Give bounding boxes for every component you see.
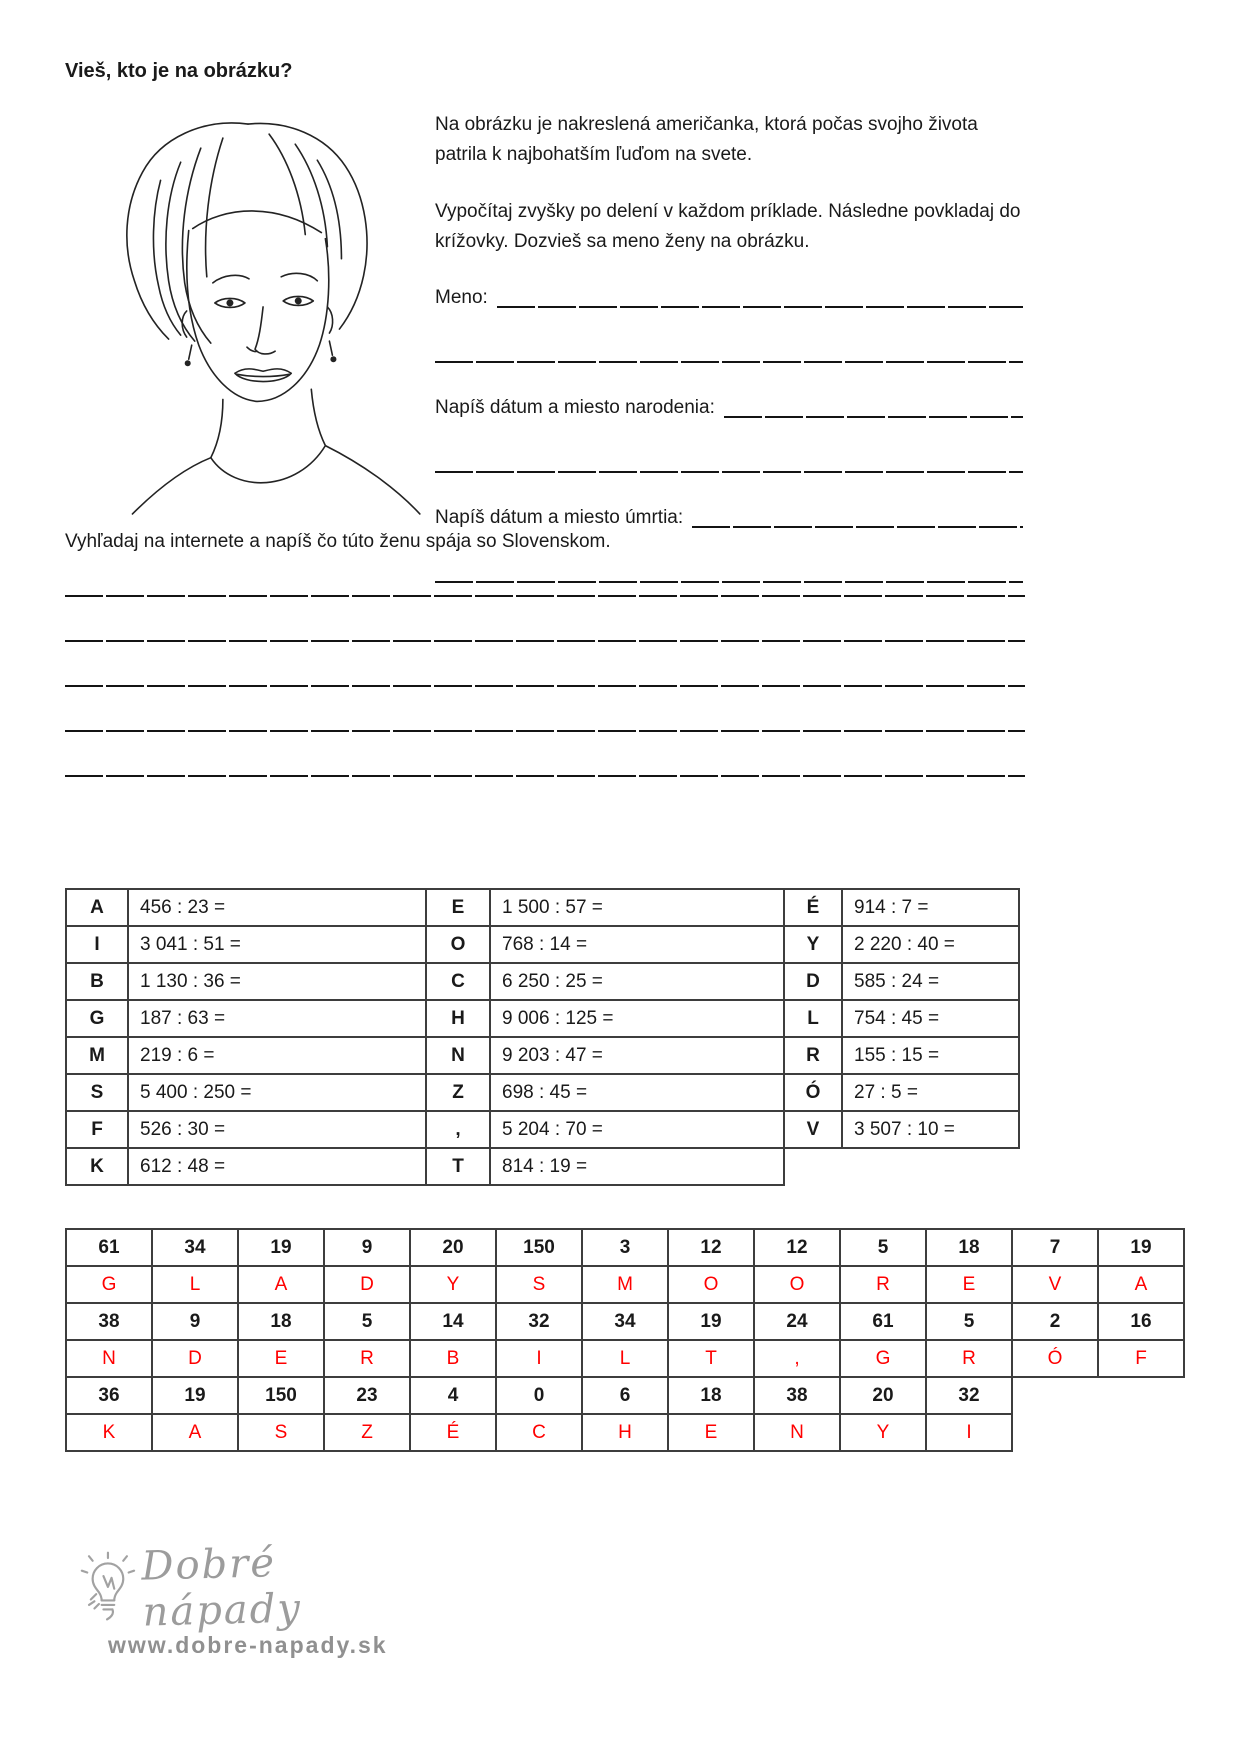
intro-paragraph-2: Vypočítaj zvyšky po delení v každom príklade. Následne povkladaj do krížovky. Dozvieš sa meno ženy na obrázku. bbox=[435, 201, 1021, 252]
grid-answer-letter: N bbox=[754, 1414, 840, 1451]
division-row bbox=[784, 889, 1019, 926]
division-problem: 2 220 : 40 = bbox=[842, 926, 1019, 963]
division-row bbox=[426, 1111, 784, 1148]
internet-search-prompt: Vyhľadaj na internete a napíš čo túto ženu spája so Slovenskom. bbox=[65, 531, 611, 552]
name-write-line bbox=[497, 306, 1023, 308]
grid-number-cell: 38 bbox=[754, 1377, 840, 1414]
grid-number-cell: 14 bbox=[410, 1303, 496, 1340]
division-problem: 814 : 19 = bbox=[490, 1148, 784, 1185]
division-problem: 1 130 : 36 = bbox=[128, 963, 426, 1000]
division-problem: 768 : 14 = bbox=[490, 926, 784, 963]
division-row bbox=[426, 1037, 784, 1074]
grid-answer-letter: F bbox=[1098, 1340, 1184, 1377]
grid-answer-letter: E bbox=[668, 1414, 754, 1451]
write-line bbox=[435, 581, 1023, 583]
grid-number-cell: 24 bbox=[754, 1303, 840, 1340]
death-label: Napíš dátum a miesto úmrtia: bbox=[435, 507, 684, 528]
grid-answer-letter: H bbox=[582, 1414, 668, 1451]
cipher-letter: N bbox=[426, 1037, 490, 1074]
grid-number-cell: 5 bbox=[840, 1229, 926, 1266]
answer-grid-block-2 bbox=[65, 1302, 1185, 1378]
grid-number-cell: 34 bbox=[582, 1303, 668, 1340]
division-problem: 219 : 6 = bbox=[128, 1037, 426, 1074]
write-lines bbox=[65, 595, 1025, 820]
grid-answer-letter: D bbox=[324, 1266, 410, 1303]
division-row bbox=[784, 1000, 1019, 1037]
grid-answer-letter: Z bbox=[324, 1414, 410, 1451]
division-row bbox=[66, 926, 426, 963]
lightbulb-icon bbox=[80, 1549, 136, 1623]
division-row bbox=[784, 963, 1019, 1000]
grid-answer-letter: V bbox=[1012, 1266, 1098, 1303]
grid-answer-letter: B bbox=[410, 1340, 496, 1377]
write-line bbox=[65, 685, 1025, 687]
division-problem: 612 : 48 = bbox=[128, 1148, 426, 1185]
division-problem: 187 : 63 = bbox=[128, 1000, 426, 1037]
division-row bbox=[784, 1037, 1019, 1074]
grid-answer-letter: C bbox=[496, 1414, 582, 1451]
division-row bbox=[784, 926, 1019, 963]
cipher-letter: A bbox=[66, 889, 128, 926]
grid-answer-letter: E bbox=[238, 1340, 324, 1377]
cipher-letter: H bbox=[426, 1000, 490, 1037]
division-problem: 3 041 : 51 = bbox=[128, 926, 426, 963]
name-field-row bbox=[435, 282, 1023, 312]
grid-number-cell: 6 bbox=[582, 1377, 668, 1414]
grid-answer-letter: K bbox=[66, 1414, 152, 1451]
grid-answer-letter: Ó bbox=[1012, 1340, 1098, 1377]
division-row bbox=[426, 963, 784, 1000]
birth-field-row bbox=[435, 392, 1023, 422]
division-problem: 5 204 : 70 = bbox=[490, 1111, 784, 1148]
grid-letter-row bbox=[66, 1266, 1184, 1303]
grid-answer-letter: R bbox=[324, 1340, 410, 1377]
grid-number-cell: 38 bbox=[66, 1303, 152, 1340]
intro-paragraph-1: Na obrázku je nakreslená američanka, ktorá počas svojho života patrila k najbohatším ľuďom na svete. bbox=[435, 114, 978, 165]
grid-answer-letter: O bbox=[668, 1266, 754, 1303]
division-row bbox=[66, 1037, 426, 1074]
grid-answer-letter: A bbox=[152, 1414, 238, 1451]
division-row bbox=[66, 1074, 426, 1111]
woman-portrait-illustration bbox=[72, 110, 424, 522]
name-continuation-row bbox=[435, 337, 1023, 367]
grid-number-cell: 9 bbox=[152, 1303, 238, 1340]
cipher-letter: V bbox=[784, 1111, 842, 1148]
birth-label: Napíš dátum a miesto narodenia: bbox=[435, 397, 715, 418]
cipher-letter: G bbox=[66, 1000, 128, 1037]
division-problem: 754 : 45 = bbox=[842, 1000, 1019, 1037]
grid-number-cell: 16 bbox=[1098, 1303, 1184, 1340]
cipher-letter: O bbox=[426, 926, 490, 963]
division-row bbox=[784, 1074, 1019, 1111]
grid-answer-letter: Y bbox=[840, 1414, 926, 1451]
cipher-letter: C bbox=[426, 963, 490, 1000]
birth-write-line bbox=[724, 416, 1023, 418]
write-line bbox=[435, 361, 1023, 363]
cipher-letter: L bbox=[784, 1000, 842, 1037]
grid-number-cell: 12 bbox=[668, 1229, 754, 1266]
grid-answer-letter: R bbox=[840, 1266, 926, 1303]
death-continuation-row bbox=[435, 557, 1023, 587]
grid-answer-letter: I bbox=[926, 1414, 1012, 1451]
grid-number-row bbox=[66, 1229, 1184, 1266]
logo bbox=[80, 1540, 420, 1659]
division-problem: 3 507 : 10 = bbox=[842, 1111, 1019, 1148]
write-line bbox=[65, 595, 1025, 597]
grid-answer-letter: N bbox=[66, 1340, 152, 1377]
logo-row bbox=[80, 1540, 420, 1636]
answer-grid-block-1 bbox=[65, 1228, 1185, 1304]
answer-grid bbox=[65, 1228, 1185, 1452]
grid-number-cell: 5 bbox=[926, 1303, 1012, 1340]
grid-number-cell: 34 bbox=[152, 1229, 238, 1266]
grid-number-cell: 4 bbox=[410, 1377, 496, 1414]
division-problem: 526 : 30 = bbox=[128, 1111, 426, 1148]
grid-number-cell: 23 bbox=[324, 1377, 410, 1414]
grid-number-cell: 7 bbox=[1012, 1229, 1098, 1266]
cipher-letter: F bbox=[66, 1111, 128, 1148]
intro-column bbox=[435, 110, 1023, 587]
division-table-group-2 bbox=[425, 888, 785, 1186]
grid-number-cell: 5 bbox=[324, 1303, 410, 1340]
cipher-letter: É bbox=[784, 889, 842, 926]
write-line bbox=[435, 471, 1023, 473]
division-row bbox=[66, 1000, 426, 1037]
cipher-letter: R bbox=[784, 1037, 842, 1074]
division-table bbox=[65, 888, 1020, 1186]
grid-answer-letter: O bbox=[754, 1266, 840, 1303]
grid-answer-letter: S bbox=[238, 1414, 324, 1451]
division-row bbox=[66, 963, 426, 1000]
division-table-group-3 bbox=[783, 888, 1020, 1149]
division-problem: 6 250 : 25 = bbox=[490, 963, 784, 1000]
grid-answer-letter: S bbox=[496, 1266, 582, 1303]
division-row bbox=[426, 1148, 784, 1185]
grid-answer-letter: L bbox=[152, 1266, 238, 1303]
grid-number-cell: 19 bbox=[238, 1229, 324, 1266]
grid-number-cell: 18 bbox=[668, 1377, 754, 1414]
grid-number-cell: 9 bbox=[324, 1229, 410, 1266]
grid-number-cell: 3 bbox=[582, 1229, 668, 1266]
grid-letter-row bbox=[66, 1414, 1012, 1451]
grid-answer-letter: G bbox=[66, 1266, 152, 1303]
logo-wordmark: Dobré nápady bbox=[140, 1540, 303, 1636]
grid-answer-letter: L bbox=[582, 1340, 668, 1377]
birth-continuation-row bbox=[435, 447, 1023, 477]
division-row bbox=[66, 1148, 426, 1185]
grid-number-cell: 150 bbox=[496, 1229, 582, 1266]
division-problem: 27 : 5 = bbox=[842, 1074, 1019, 1111]
grid-number-cell: 36 bbox=[66, 1377, 152, 1414]
division-problem: 698 : 45 = bbox=[490, 1074, 784, 1111]
division-table-group-1 bbox=[65, 888, 427, 1186]
grid-number-cell: 12 bbox=[754, 1229, 840, 1266]
write-line bbox=[65, 730, 1025, 732]
cipher-letter: , bbox=[426, 1111, 490, 1148]
grid-number-cell: 19 bbox=[668, 1303, 754, 1340]
grid-answer-letter: , bbox=[754, 1340, 840, 1377]
cipher-letter: Z bbox=[426, 1074, 490, 1111]
grid-number-cell: 20 bbox=[840, 1377, 926, 1414]
grid-number-cell: 150 bbox=[238, 1377, 324, 1414]
grid-answer-letter: E bbox=[926, 1266, 1012, 1303]
cipher-letter: Ó bbox=[784, 1074, 842, 1111]
grid-answer-letter: M bbox=[582, 1266, 668, 1303]
grid-letter-row bbox=[66, 1340, 1184, 1377]
cipher-letter: D bbox=[784, 963, 842, 1000]
death-write-line bbox=[692, 526, 1023, 528]
grid-answer-letter: R bbox=[926, 1340, 1012, 1377]
cipher-letter: B bbox=[66, 963, 128, 1000]
grid-number-cell: 18 bbox=[238, 1303, 324, 1340]
division-problem: 9 006 : 125 = bbox=[490, 1000, 784, 1037]
division-row bbox=[66, 889, 426, 926]
grid-answer-letter: É bbox=[410, 1414, 496, 1451]
division-problem: 155 : 15 = bbox=[842, 1037, 1019, 1074]
division-problem: 5 400 : 250 = bbox=[128, 1074, 426, 1111]
write-line bbox=[65, 775, 1025, 777]
grid-number-cell: 32 bbox=[496, 1303, 582, 1340]
grid-number-cell: 19 bbox=[1098, 1229, 1184, 1266]
write-line bbox=[65, 640, 1025, 642]
death-field-row bbox=[435, 502, 1023, 532]
cipher-letter: E bbox=[426, 889, 490, 926]
grid-number-cell: 61 bbox=[66, 1229, 152, 1266]
division-problem: 585 : 24 = bbox=[842, 963, 1019, 1000]
division-row bbox=[66, 1111, 426, 1148]
cipher-letter: K bbox=[66, 1148, 128, 1185]
grid-answer-letter: I bbox=[496, 1340, 582, 1377]
answer-grid-block-3 bbox=[65, 1376, 1013, 1452]
grid-answer-letter: T bbox=[668, 1340, 754, 1377]
grid-number-cell: 19 bbox=[152, 1377, 238, 1414]
name-label: Meno: bbox=[435, 287, 488, 308]
grid-answer-letter: A bbox=[1098, 1266, 1184, 1303]
cipher-letter: I bbox=[66, 926, 128, 963]
division-row bbox=[426, 1074, 784, 1111]
cipher-letter: Y bbox=[784, 926, 842, 963]
cipher-letter: S bbox=[66, 1074, 128, 1111]
cipher-letter: M bbox=[66, 1037, 128, 1074]
grid-number-cell: 61 bbox=[840, 1303, 926, 1340]
grid-number-cell: 2 bbox=[1012, 1303, 1098, 1340]
page-title: Vieš, kto je na obrázku? bbox=[65, 60, 293, 82]
division-problem: 9 203 : 47 = bbox=[490, 1037, 784, 1074]
division-row bbox=[784, 1111, 1019, 1148]
division-problem: 456 : 23 = bbox=[128, 889, 426, 926]
grid-number-row bbox=[66, 1303, 1184, 1340]
grid-answer-letter: D bbox=[152, 1340, 238, 1377]
grid-number-cell: 0 bbox=[496, 1377, 582, 1414]
grid-number-cell: 20 bbox=[410, 1229, 496, 1266]
division-row bbox=[426, 926, 784, 963]
grid-number-cell: 18 bbox=[926, 1229, 1012, 1266]
grid-number-row bbox=[66, 1377, 1012, 1414]
division-row bbox=[426, 1000, 784, 1037]
division-problem: 1 500 : 57 = bbox=[490, 889, 784, 926]
cipher-letter: T bbox=[426, 1148, 490, 1185]
grid-number-cell: 32 bbox=[926, 1377, 1012, 1414]
division-row bbox=[426, 889, 784, 926]
grid-answer-letter: G bbox=[840, 1340, 926, 1377]
division-problem: 914 : 7 = bbox=[842, 889, 1019, 926]
grid-answer-letter: A bbox=[238, 1266, 324, 1303]
logo-website: www.dobre-napady.sk bbox=[108, 1632, 388, 1658]
grid-answer-letter: Y bbox=[410, 1266, 496, 1303]
